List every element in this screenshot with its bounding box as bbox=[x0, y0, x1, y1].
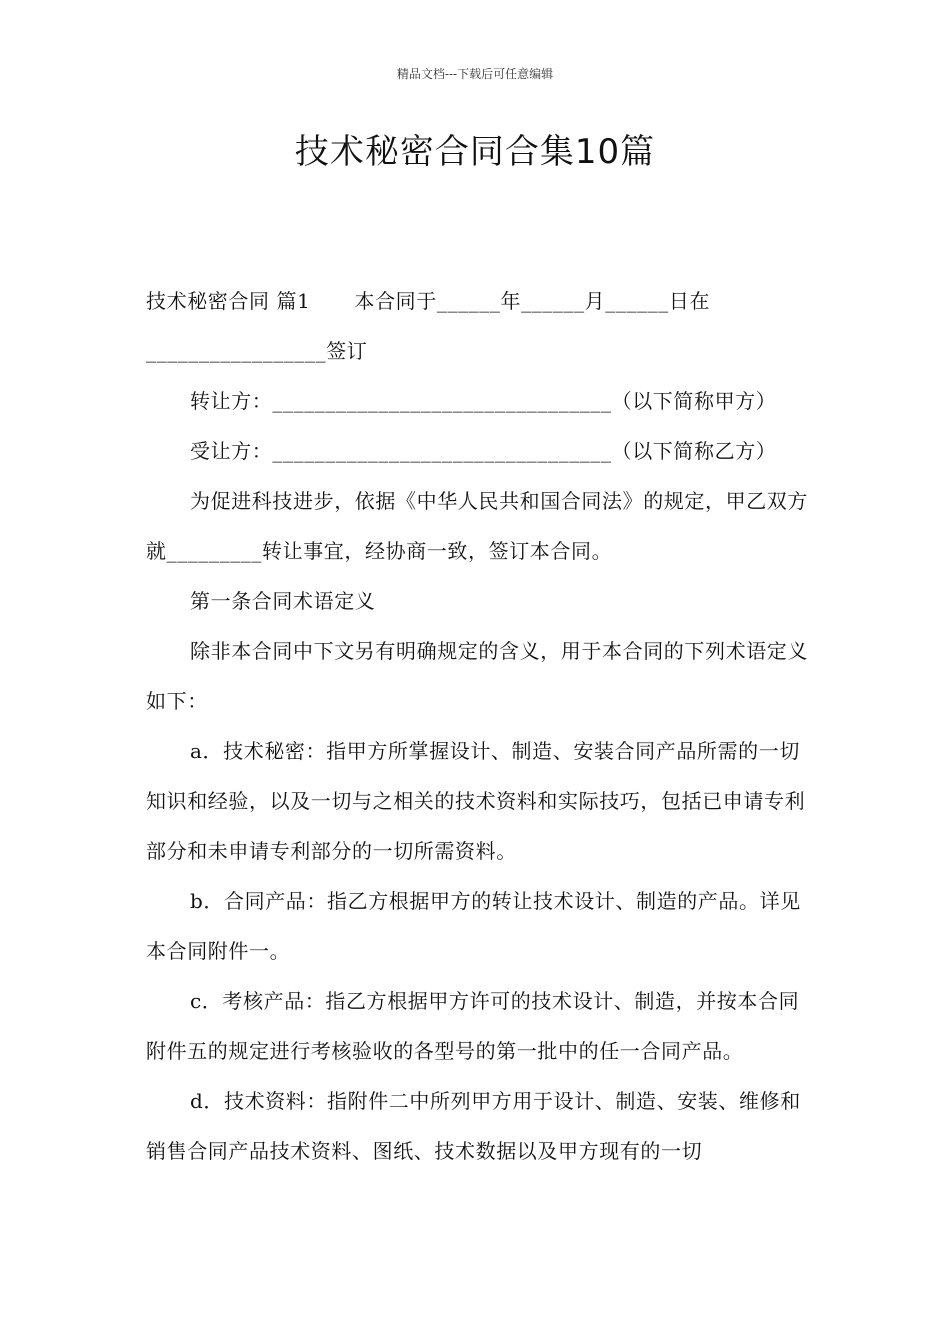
article-heading: 第一条合同术语定义 bbox=[190, 589, 376, 613]
document-title: 技术秘密合同合集10篇 bbox=[294, 132, 656, 172]
definition-a: a．技术秘密：指甲方所掌握设计、制造、安装合同产品所需的一切知识和经验，以及一切与之相关的技术资料和实际技巧，包括已申请专利部分和未申请专利部分的一切所需资料。 bbox=[146, 739, 806, 863]
document-body bbox=[146, 276, 808, 1176]
section-heading: 技术秘密合同 篇1 bbox=[146, 289, 311, 313]
paragraph-transferor: 转让方：________________________________（以下简称甲方） bbox=[190, 389, 777, 413]
paragraph-transferee: 受让方：________________________________（以下简称乙方） bbox=[190, 439, 777, 463]
contract-date-line: 本合同于______年______月______日在_________________签订 bbox=[146, 289, 711, 363]
definition-c: c．考核产品：指乙方根据甲方许可的技术设计、制造，并按本合同附件五的规定进行考核验收的各型号的第一批中的任一合同产品。 bbox=[146, 989, 800, 1063]
paragraph-1 bbox=[146, 276, 808, 376]
definition-d: d．技术资料：指附件二中所列甲方用于设计、制造、安装、维修和销售合同产品技术资料、图纸、技术数据以及甲方现有的一切 bbox=[146, 1089, 801, 1163]
paragraph-definitions-intro: 除非本合同中下文另有明确规定的含义，用于本合同的下列术语定义如下： bbox=[146, 639, 808, 713]
paragraph-purpose: 为促进科技进步，依据《中华人民共和国合同法》的规定，甲乙双方就_________转让事宜，经协商一致，签订本合同。 bbox=[146, 489, 808, 563]
header-note: 精品文档---下载后可任意编辑 bbox=[396, 67, 554, 81]
definition-b: b．合同产品：指乙方根据甲方的转让技术设计、制造的产品。详见本合同附件一。 bbox=[146, 889, 801, 963]
